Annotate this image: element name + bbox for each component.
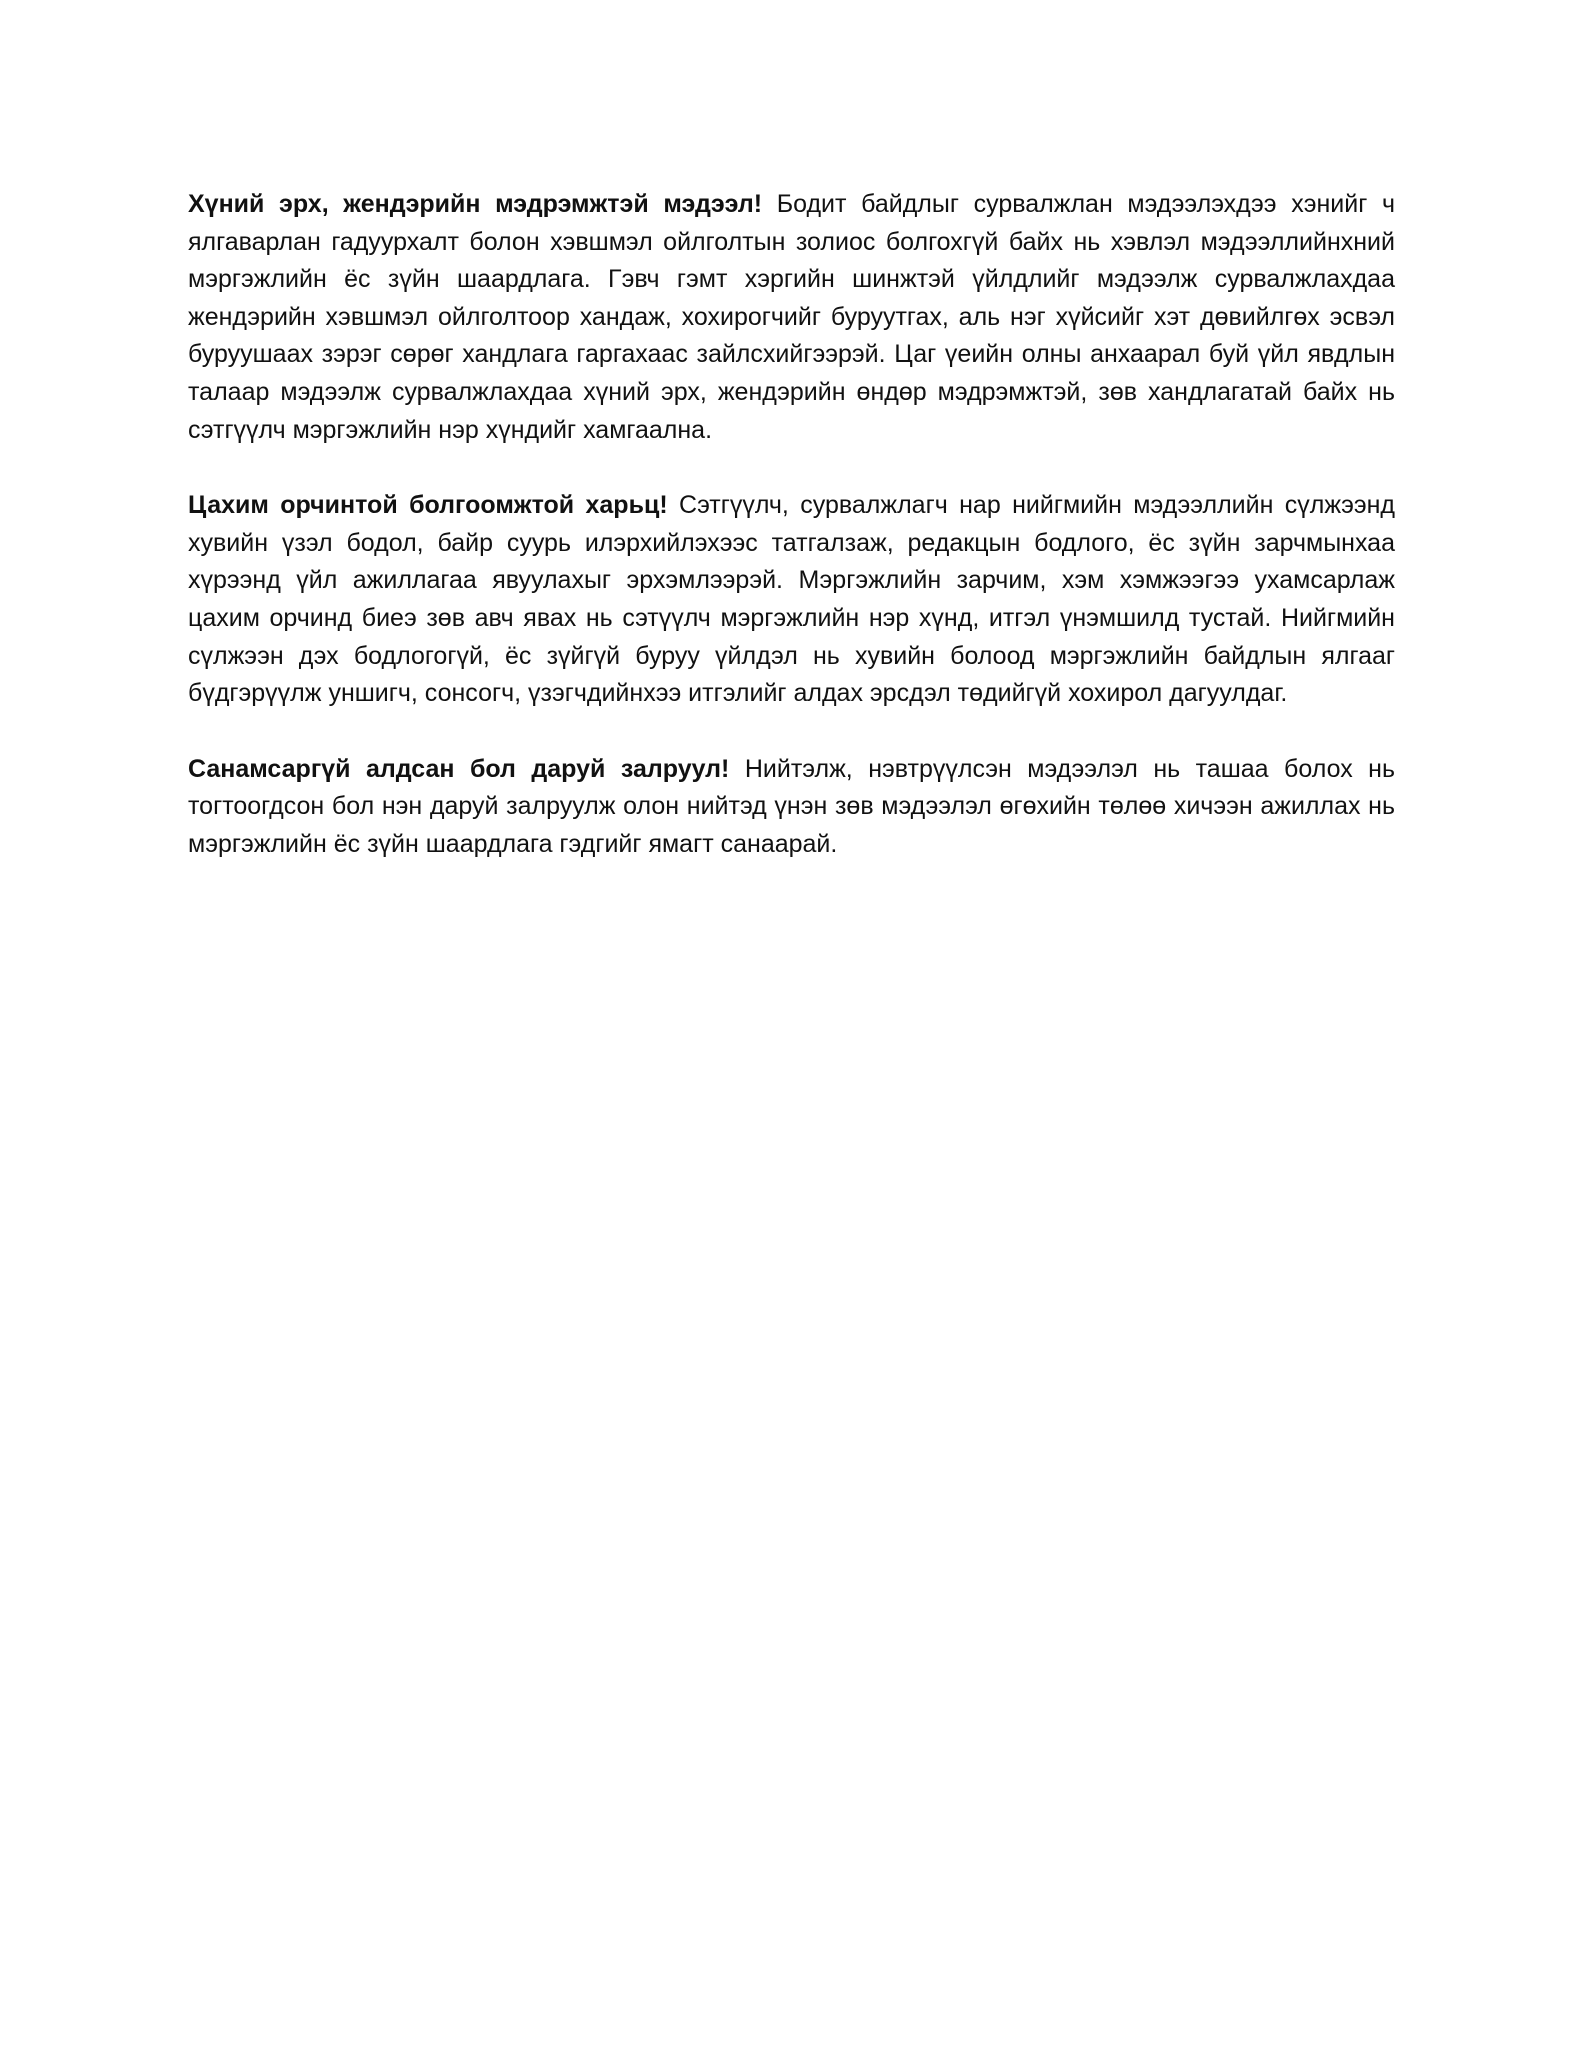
paragraph-heading: Хүний эрх, жендэрийн мэдрэмжтэй мэдээл! (188, 190, 777, 218)
paragraph-human-rights (188, 186, 1395, 449)
paragraph-heading: Санамсаргүй алдсан бол даруй залруул! (188, 754, 745, 783)
paragraph-correction (188, 751, 1395, 864)
paragraph-heading: Цахим орчинтой болгоомжтой харьц! (188, 491, 680, 520)
paragraph-text: Сэтгүүлч, сурвалжлагч нар нийгмийн мэдээллийн сүлжээнд хувийн үзэл бодол, байр суурь илэрхийлэхээс татгалзаж, редакцын бодлого, ёс зүйн зарчмынхаа хүрээнд үйл ажиллагаа явуулахыг эрхэмлээрэй. Мэргэжлийн зарчим, хэм хэмжээгээ ухамсарлаж цахим орчинд биеэ зөв авч явах нь сэтүүлч мэргэжлийн нэр хүнд, итгэл үнэмшилд тустай. Нийгмийн сүлжээн дэх бодлогогүй, ёс зүйгүй буруу үйлдэл нь хувийн болоод мэргэжлийн байдлын ялгааг бүдгэрүүлж уншигч, сонсогч, үзэгчдийнхээ итгэлийг алдах эрсдэл төдийгүй хохирол дагуулдаг. (188, 491, 1395, 708)
document-body (188, 186, 1395, 902)
paragraph-text: Бодит байдлыг сурвалжлан мэдээлэхдээ хэнийг ч ялгаварлан гадуурхалт болон хэвшмэл ойлголтын золиос болгохгүй байх нь хэвлэл мэдээллийнхний мэргэжлийн ёс зүйн шаардлага. Гэвч гэмт хэргийн шинжтэй үйлдлийг мэдээлж сурвалжлахдаа жендэрийн хэвшмэл ойлголтоор хандаж, хохирогчийг буруутгах, аль нэг хүйсийг хэт дөвийлгөх эсвэл буруушаах зэрэг сөрөг хандлага гаргахаас зайлсхийгээрэй. Цаг үеийн олны анхаарал буй үйл явдлын талаар мэдээлж сурвалжлахдаа хүний эрх, жендэрийн өндөр мэдрэмжтэй, зөв хандлагатай байх нь сэтгүүлч мэргэжлийн нэр хүндийг хамгаална. (188, 190, 1395, 444)
paragraph-digital-environment (188, 487, 1395, 713)
paragraph-text: Нийтэлж, нэвтрүүлсэн мэдээлэл нь ташаа болох нь тогтоогдсон бол нэн даруй залруулж олон нийтэд үнэн зөв мэдээлэл өгөхийн төлөө хичээн ажиллах нь мэргэжлийн ёс зүйн шаардлага гэдгийг ямагт санаарай. (188, 754, 1395, 858)
